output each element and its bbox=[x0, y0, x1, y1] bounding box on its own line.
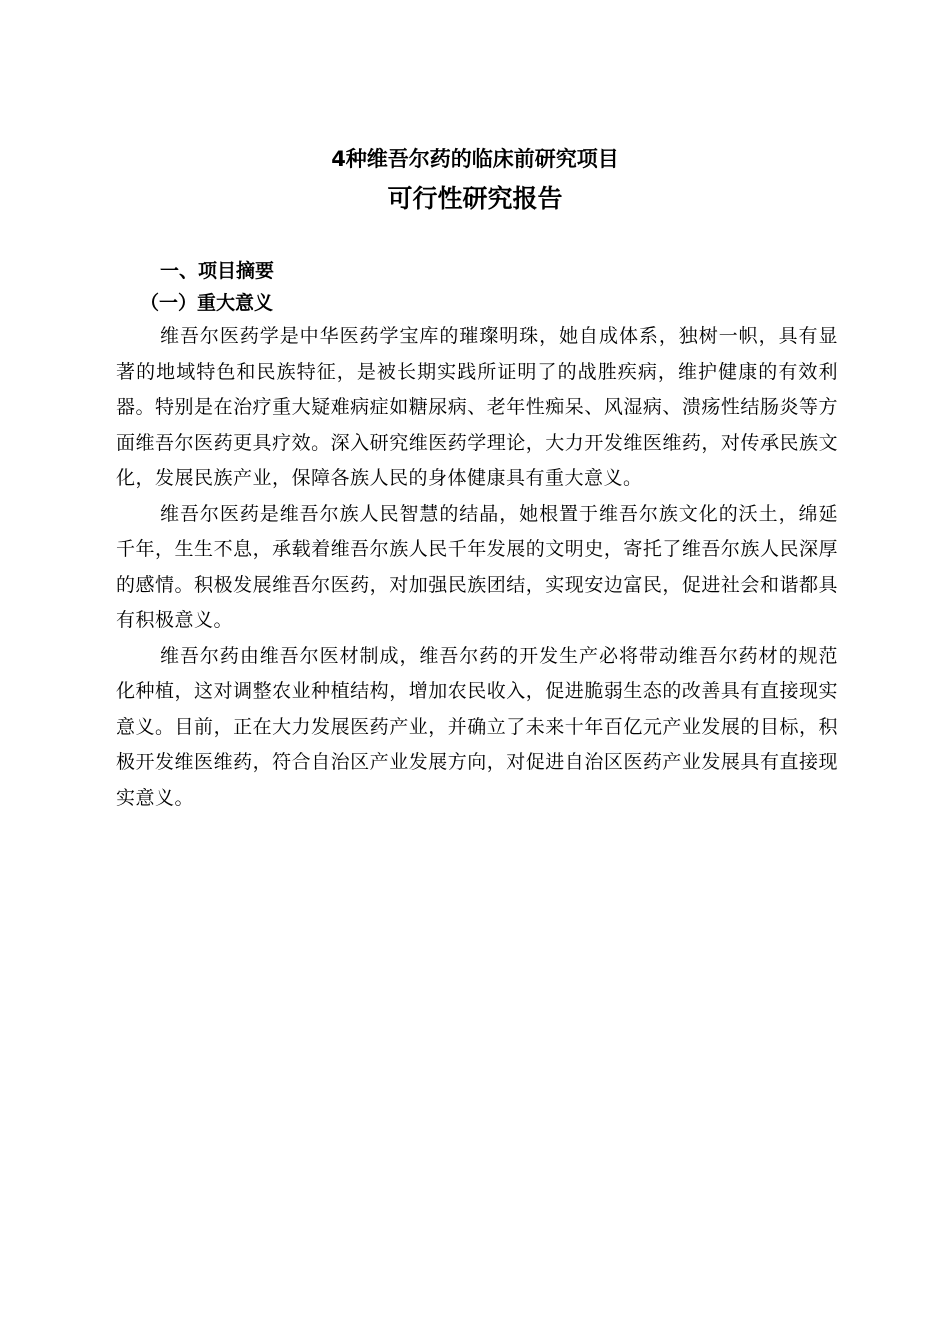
paragraph-1: 维吾尔医药学是中华医药学宝库的璀璨明珠，她自成体系，独树一帜，具有显著的地域特色和民族特征，是被长期实践所证明了的战胜疾病，维护健康的有效利器。特别是在治疗重大疑难病症如糖尿病、老年性痴呆、风湿病、溃疡性结肠炎等方面维吾尔医药更具疗效。深入研究维医药学理论，大力开发维医维药，对传承民族文化，发展民族产业，保障各族人民的身体健康具有重大意义。 bbox=[116, 325, 838, 489]
paragraph-2: 维吾尔医药是维吾尔族人民智慧的结晶，她根置于维吾尔族文化的沃土，绵延千年，生生不息，承载着维吾尔族人民千年发展的文明史，寄托了维吾尔族人民深厚的感情。积极发展维吾尔医药，对加强民族团结，实现安边富民，促进社会和谐都具有积极意义。 bbox=[116, 502, 838, 631]
paragraph-3: 维吾尔药由维吾尔医材制成，维吾尔药的开发生产必将带动维吾尔药材的规范化种植，这对调整农业种植结构，增加农民收入，促进脆弱生态的改善具有直接现实意义。目前，正在大力发展医药产业，并确立了未来十年百亿元产业发展的目标，积极开发维医维药，符合自治区产业发展方向，对促进自治区医药产业发展具有直接现实意义。 bbox=[116, 644, 838, 809]
document-body bbox=[116, 319, 838, 816]
document-subtitle: 可行性研究报告 bbox=[387, 184, 563, 213]
document-title: 4种维吾尔药的临床前研究项目 bbox=[331, 147, 619, 171]
section-heading: 一、项目摘要 bbox=[160, 260, 275, 282]
subsection-heading: （一）重大意义 bbox=[140, 292, 274, 314]
